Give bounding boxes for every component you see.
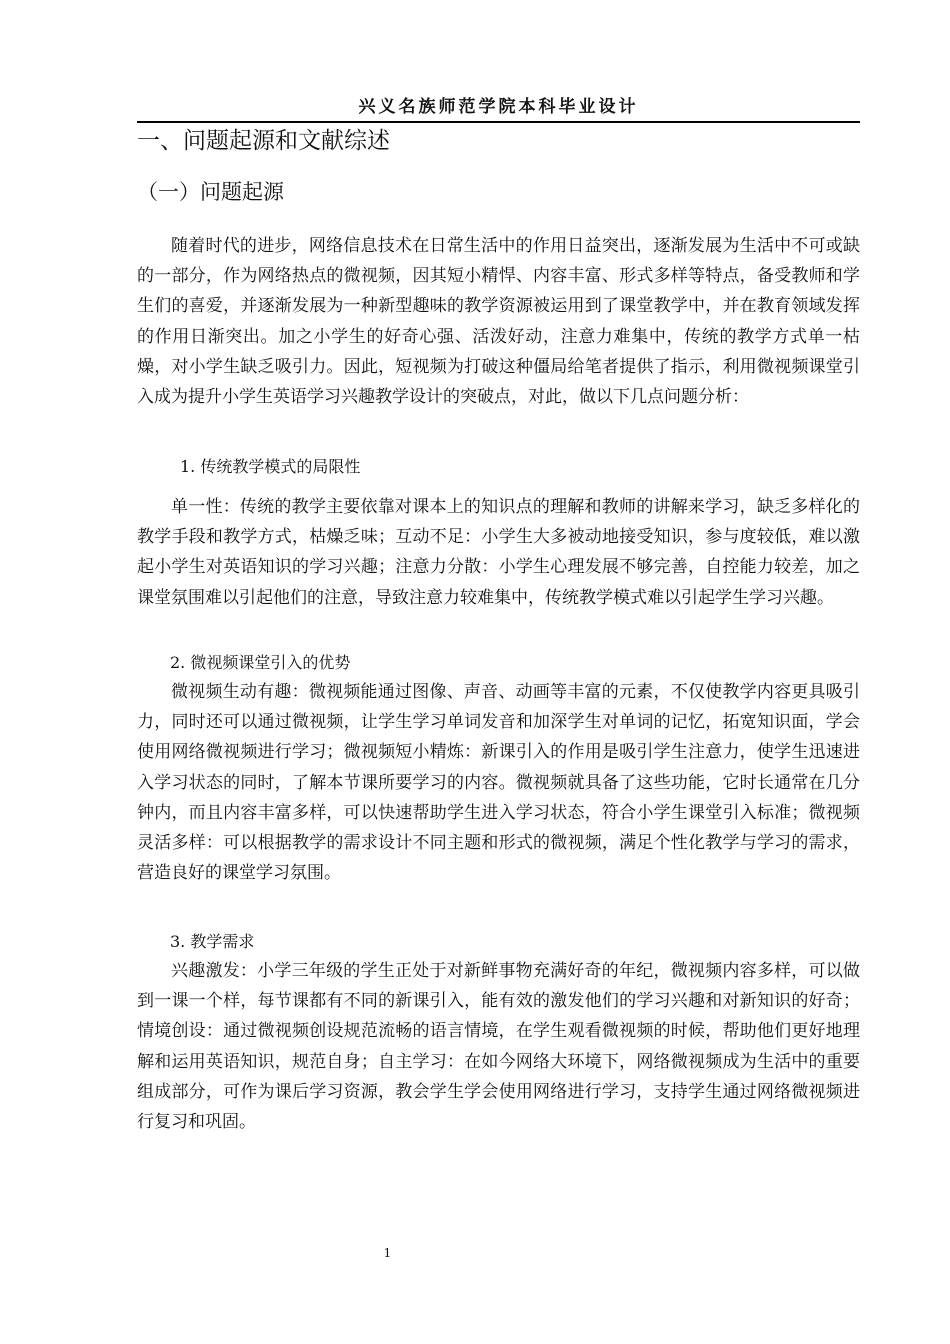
subsection-heading: （一）问题起源 bbox=[137, 180, 284, 204]
item2-paragraph: 微视频生动有趣：微视频能通过图像、声音、动画等丰富的元素，不仅使教学内容更具吸引力，同时还可以通过微视频，让学生学习单词发音和加深学生对单词的记忆，拓宽知识面，学会使用网络微视频进行学习；微视频短小精炼：新课引入的作用是吸引学生注意力，使学生迅速进入学习状态的同时，了解本节课所要学习的内容。微视频就具备了这些功能，它时长通常在几分钟内，而且内容丰富多样，可以快速帮助学生进入学习状态，符合小学生课堂引入标准；微视频灵活多样：可以根据教学的需求设计不同主题和形式的微视频，满足个性化教学与学习的需求，营造良好的课堂学习氛围。 bbox=[137, 682, 860, 884]
header-divider bbox=[137, 121, 860, 123]
item2-title: 2. 微视频课堂引入的优势 bbox=[170, 653, 351, 672]
item1-paragraph: 单一性：传统的教学主要依靠对课本上的知识点的理解和教师的讲解来学习，缺乏多样化的教学手段和教学方式，枯燥乏味；互动不足：小学生大多被动地接受知识，参与度较低，难以激起小学生对英语知识的学习兴趣；注意力分散：小学生心理发展不够完善，自控能力较差，加之课堂氛围难以引起他们的注意，导致注意力较难集中，传统教学模式难以引起学生学习兴趣。 bbox=[137, 497, 860, 608]
page-number: 1 bbox=[383, 1246, 392, 1260]
intro-paragraph: 随着时代的进步，网络信息技术在日常生活中的作用日益突出，逐渐发展为生活中不可或缺的一部分，作为网络热点的微视频，因其短小精悍、内容丰富、形式多样等特点，备受教师和学生们的喜爱，并逐渐发展为一种新型趣味的教学资源被运用到了课堂教学中，并在教育领域发挥的作用日渐突出。加之小学生的好奇心强、活泼好动，注意力难集中，传统的教学方式单一枯燥，对小学生缺乏吸引力。因此，短视频为打破这种僵局给笔者提供了指示，利用微视频课堂引入成为提升小学生英语学习兴趣教学设计的突破点，对此，做以下几点问题分析： bbox=[137, 236, 860, 408]
item1-title: 1. 传统教学模式的局限性 bbox=[180, 457, 361, 476]
item3-paragraph: 兴趣激发：小学三年级的学生正处于对新鲜事物充满好奇的年纪，微视频内容多样，可以做到一课一个样，每节课都有不同的新课引入，能有效的激发他们的学习兴趣和对新知识的好奇；情境创设：通过微视频创设规范流畅的语言情境，在学生观看微视频的时候，帮助他们更好地理解和运用英语知识，规范自身；自主学习：在如今网络大环境下，网络微视频成为生活中的重要组成部分，可作为课后学习资源，教会学生学会使用网络进行学习，支持学生通过网络微视频进行复习和巩固。 bbox=[137, 961, 860, 1133]
section-heading: 一、问题起源和文献综述 bbox=[137, 128, 390, 154]
item3-title: 3. 教学需求 bbox=[170, 932, 255, 951]
page-header-title: 兴义名族师范学院本科毕业设计 bbox=[358, 97, 639, 117]
